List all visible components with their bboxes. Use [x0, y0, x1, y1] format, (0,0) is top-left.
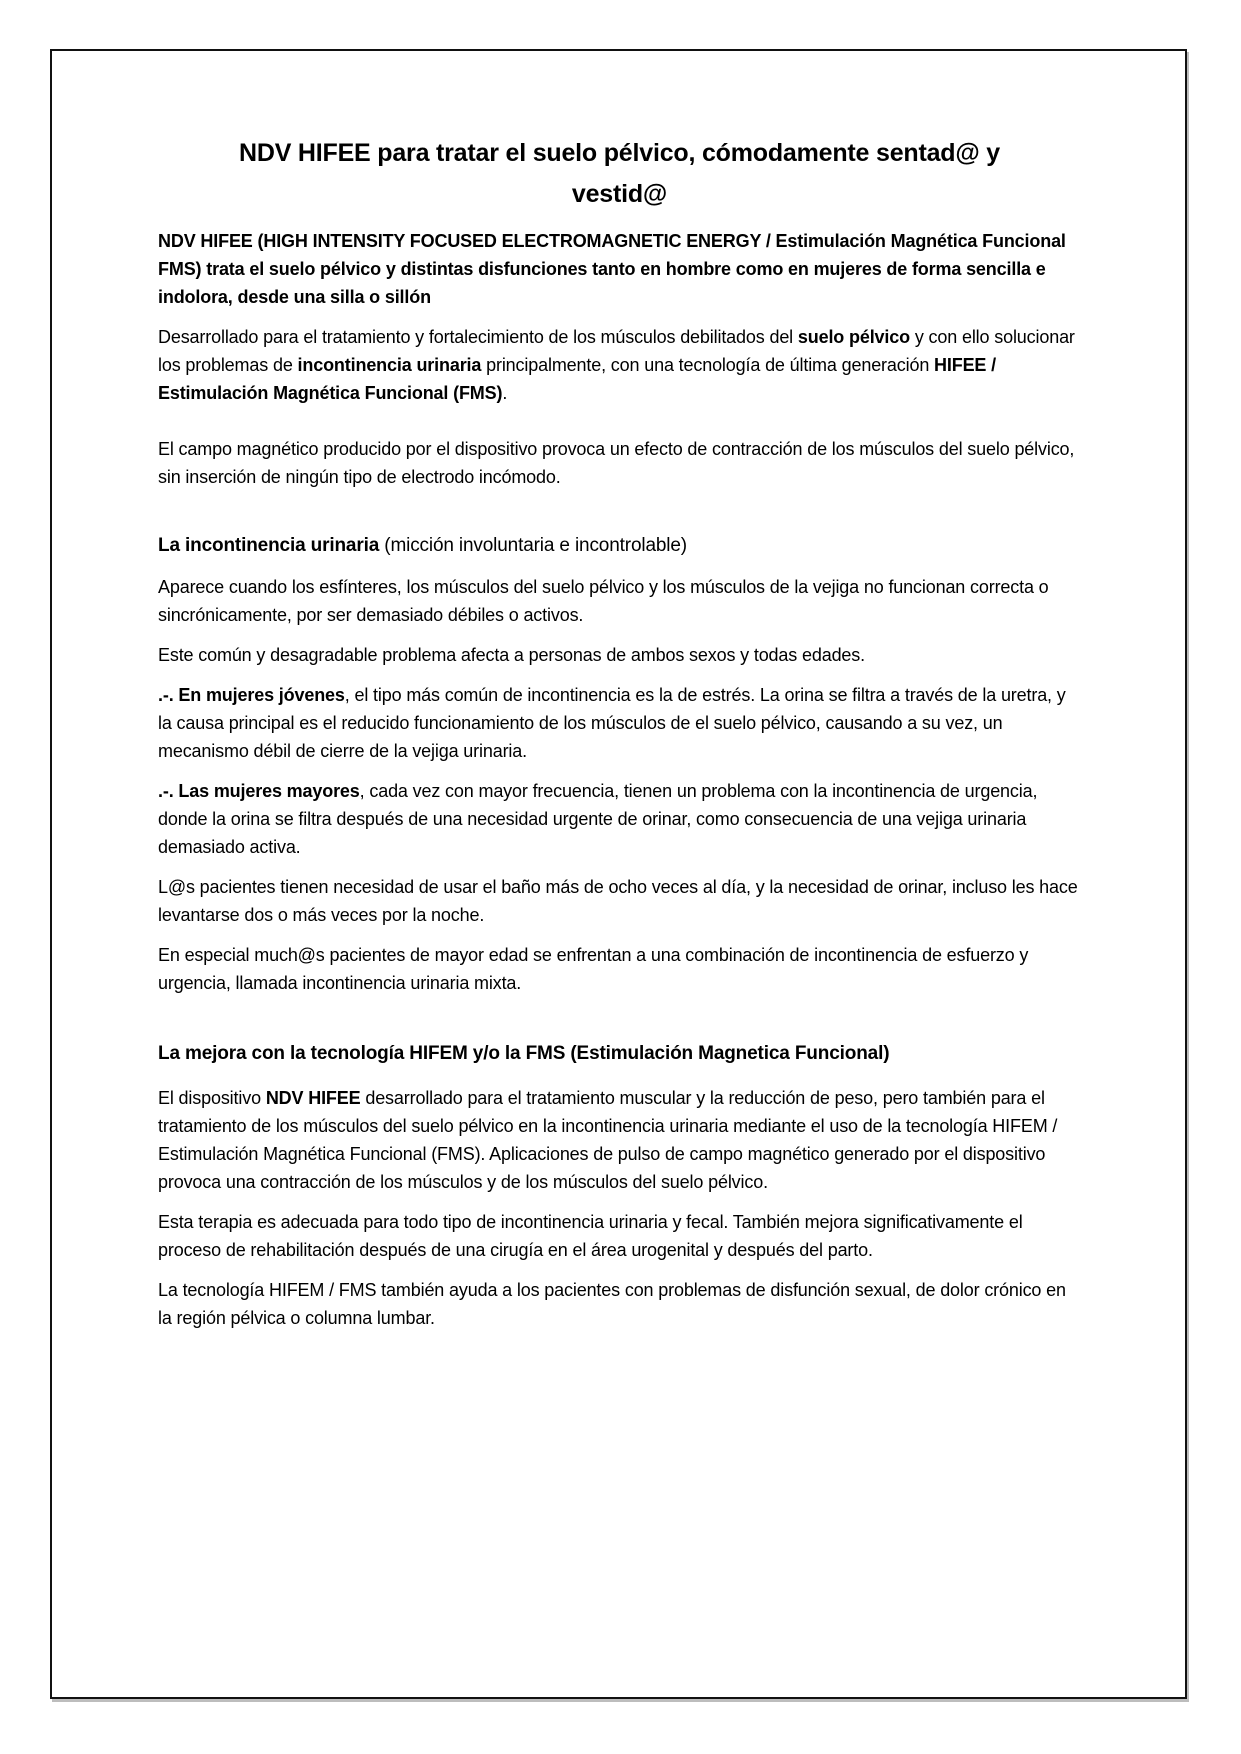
paragraph-desarrollado [158, 323, 1081, 407]
text-run: . [502, 383, 508, 403]
text-run: , cada vez con mayor frecuencia, tienen un problema con la incontinencia de urgencia, donde la orina se filtra después de una necesidad urgente de orinar, como consecuencia de una vejiga urinaria demasiado activa. [158, 781, 1038, 857]
page-border [50, 49, 1187, 1699]
text-run: , el tipo más común de incontinencia es la de estrés. La orina se filtra a través de la uretra, y la causa principal es el reducido funcionamiento de los músculos de el suelo pélvico, causando a su vez, un mecanismo débil de cierre de la vejiga urinaria. [158, 685, 1066, 761]
text-run: .-. Las mujeres mayores [158, 781, 360, 801]
text-run: La tecnología HIFEM / FMS también ayuda a los pacientes con problemas de disfunción sexual, de dolor crónico en la región pélvica o columna lumbar. [158, 1280, 1066, 1328]
paragraph-mujeres-mayores [158, 777, 1081, 861]
text-run: y con ello solucionar los problemas de [158, 327, 1075, 375]
text-run: suelo pélvico [797, 327, 910, 347]
text-run: El campo magnético producido por el dispositivo provoca un efecto de contracción de los músculos del suelo pélvico, sin inserción de ningún tipo de electrodo incómodo. [158, 439, 1075, 487]
document-content [52, 51, 1185, 1332]
section-heading-mejora [158, 1039, 1081, 1069]
section-heading-incontinencia [158, 531, 1081, 561]
paragraph-campo [158, 435, 1081, 491]
paragraph-hifem [158, 1276, 1081, 1332]
paragraph-comun [158, 641, 1081, 669]
text-run: incontinencia urinaria [297, 355, 482, 375]
text-run: HIFEE / Estimulación Magnética Funcional (FMS) [158, 355, 996, 403]
document-title-line-2: vestid@ [571, 180, 668, 208]
document-title [158, 133, 1081, 215]
text-run: La mejora con la tecnología HIFEM y/o la FMS (Estimulación Magnetica Funcional) [158, 1043, 890, 1064]
text-run: desarrollado para el tratamiento muscular y la reducción de peso, pero también para el tratamiento de los músculos del suelo pélvico en la incontinencia urinaria mediante el uso de la tecnología HIFEM / Estimulación Magnética Funcional (FMS). Aplicaciones de pulso de campo magnético generado por el dispositivo provoca una contracción de los músculos y de los músculos del suelo pélvico. [158, 1088, 1058, 1192]
paragraph-especial [158, 941, 1081, 997]
text-run: El dispositivo [158, 1088, 266, 1108]
paragraph-aparece [158, 573, 1081, 629]
text-run: La incontinencia urinaria [158, 535, 380, 556]
paragraph-pacientes [158, 873, 1081, 929]
text-run: principalmente, con una tecnología de última generación [481, 355, 935, 375]
text-run: Desarrollado para el tratamiento y fortalecimiento de los músculos debilitados del [158, 327, 798, 347]
paragraph-mujeres-jovenes [158, 681, 1081, 765]
document-title-line-1: NDV HIFEE para tratar el suelo pélvico, cómodamente sentad@ y [238, 139, 1001, 167]
text-run: NDV HIFEE [265, 1088, 361, 1108]
text-run: L@s pacientes tienen necesidad de usar el baño más de ocho veces al día, y la necesidad de orinar, incluso les hace levantarse dos o más veces por la noche. [158, 877, 1078, 925]
paragraph-terapia [158, 1208, 1081, 1264]
text-run: NDV HIFEE (HIGH INTENSITY FOCUSED ELECTROMAGNETIC ENERGY / Estimulación Magnética Funcional FMS) trata el suelo pélvico y distintas disfunciones tanto en hombre como en mujeres de forma sencilla e indolora, desde una silla o sillón [158, 231, 1066, 307]
text-run: Aparece cuando los esfínteres, los músculos del suelo pélvico y los músculos de la vejiga no funcionan correcta o sincrónicamente, por ser demasiado débiles o activos. [158, 577, 1049, 625]
text-run: (micción involuntaria e incontrolable) [379, 535, 687, 556]
text-run: .-. En mujeres jóvenes [158, 685, 345, 705]
text-run: En especial much@s pacientes de mayor edad se enfrentan a una combinación de incontinencia de esfuerzo y urgencia, llamada incontinencia urinaria mixta. [158, 945, 1029, 993]
text-run: Este común y desagradable problema afecta a personas de ambos sexos y todas edades. [158, 645, 865, 665]
paragraph-intro [158, 227, 1081, 311]
text-run: Esta terapia es adecuada para todo tipo de incontinencia urinaria y fecal. También mejora significativamente el proceso de rehabilitación después de una cirugía en el área urogenital y después del parto. [158, 1212, 1023, 1260]
paragraph-dispositivo [158, 1084, 1081, 1196]
